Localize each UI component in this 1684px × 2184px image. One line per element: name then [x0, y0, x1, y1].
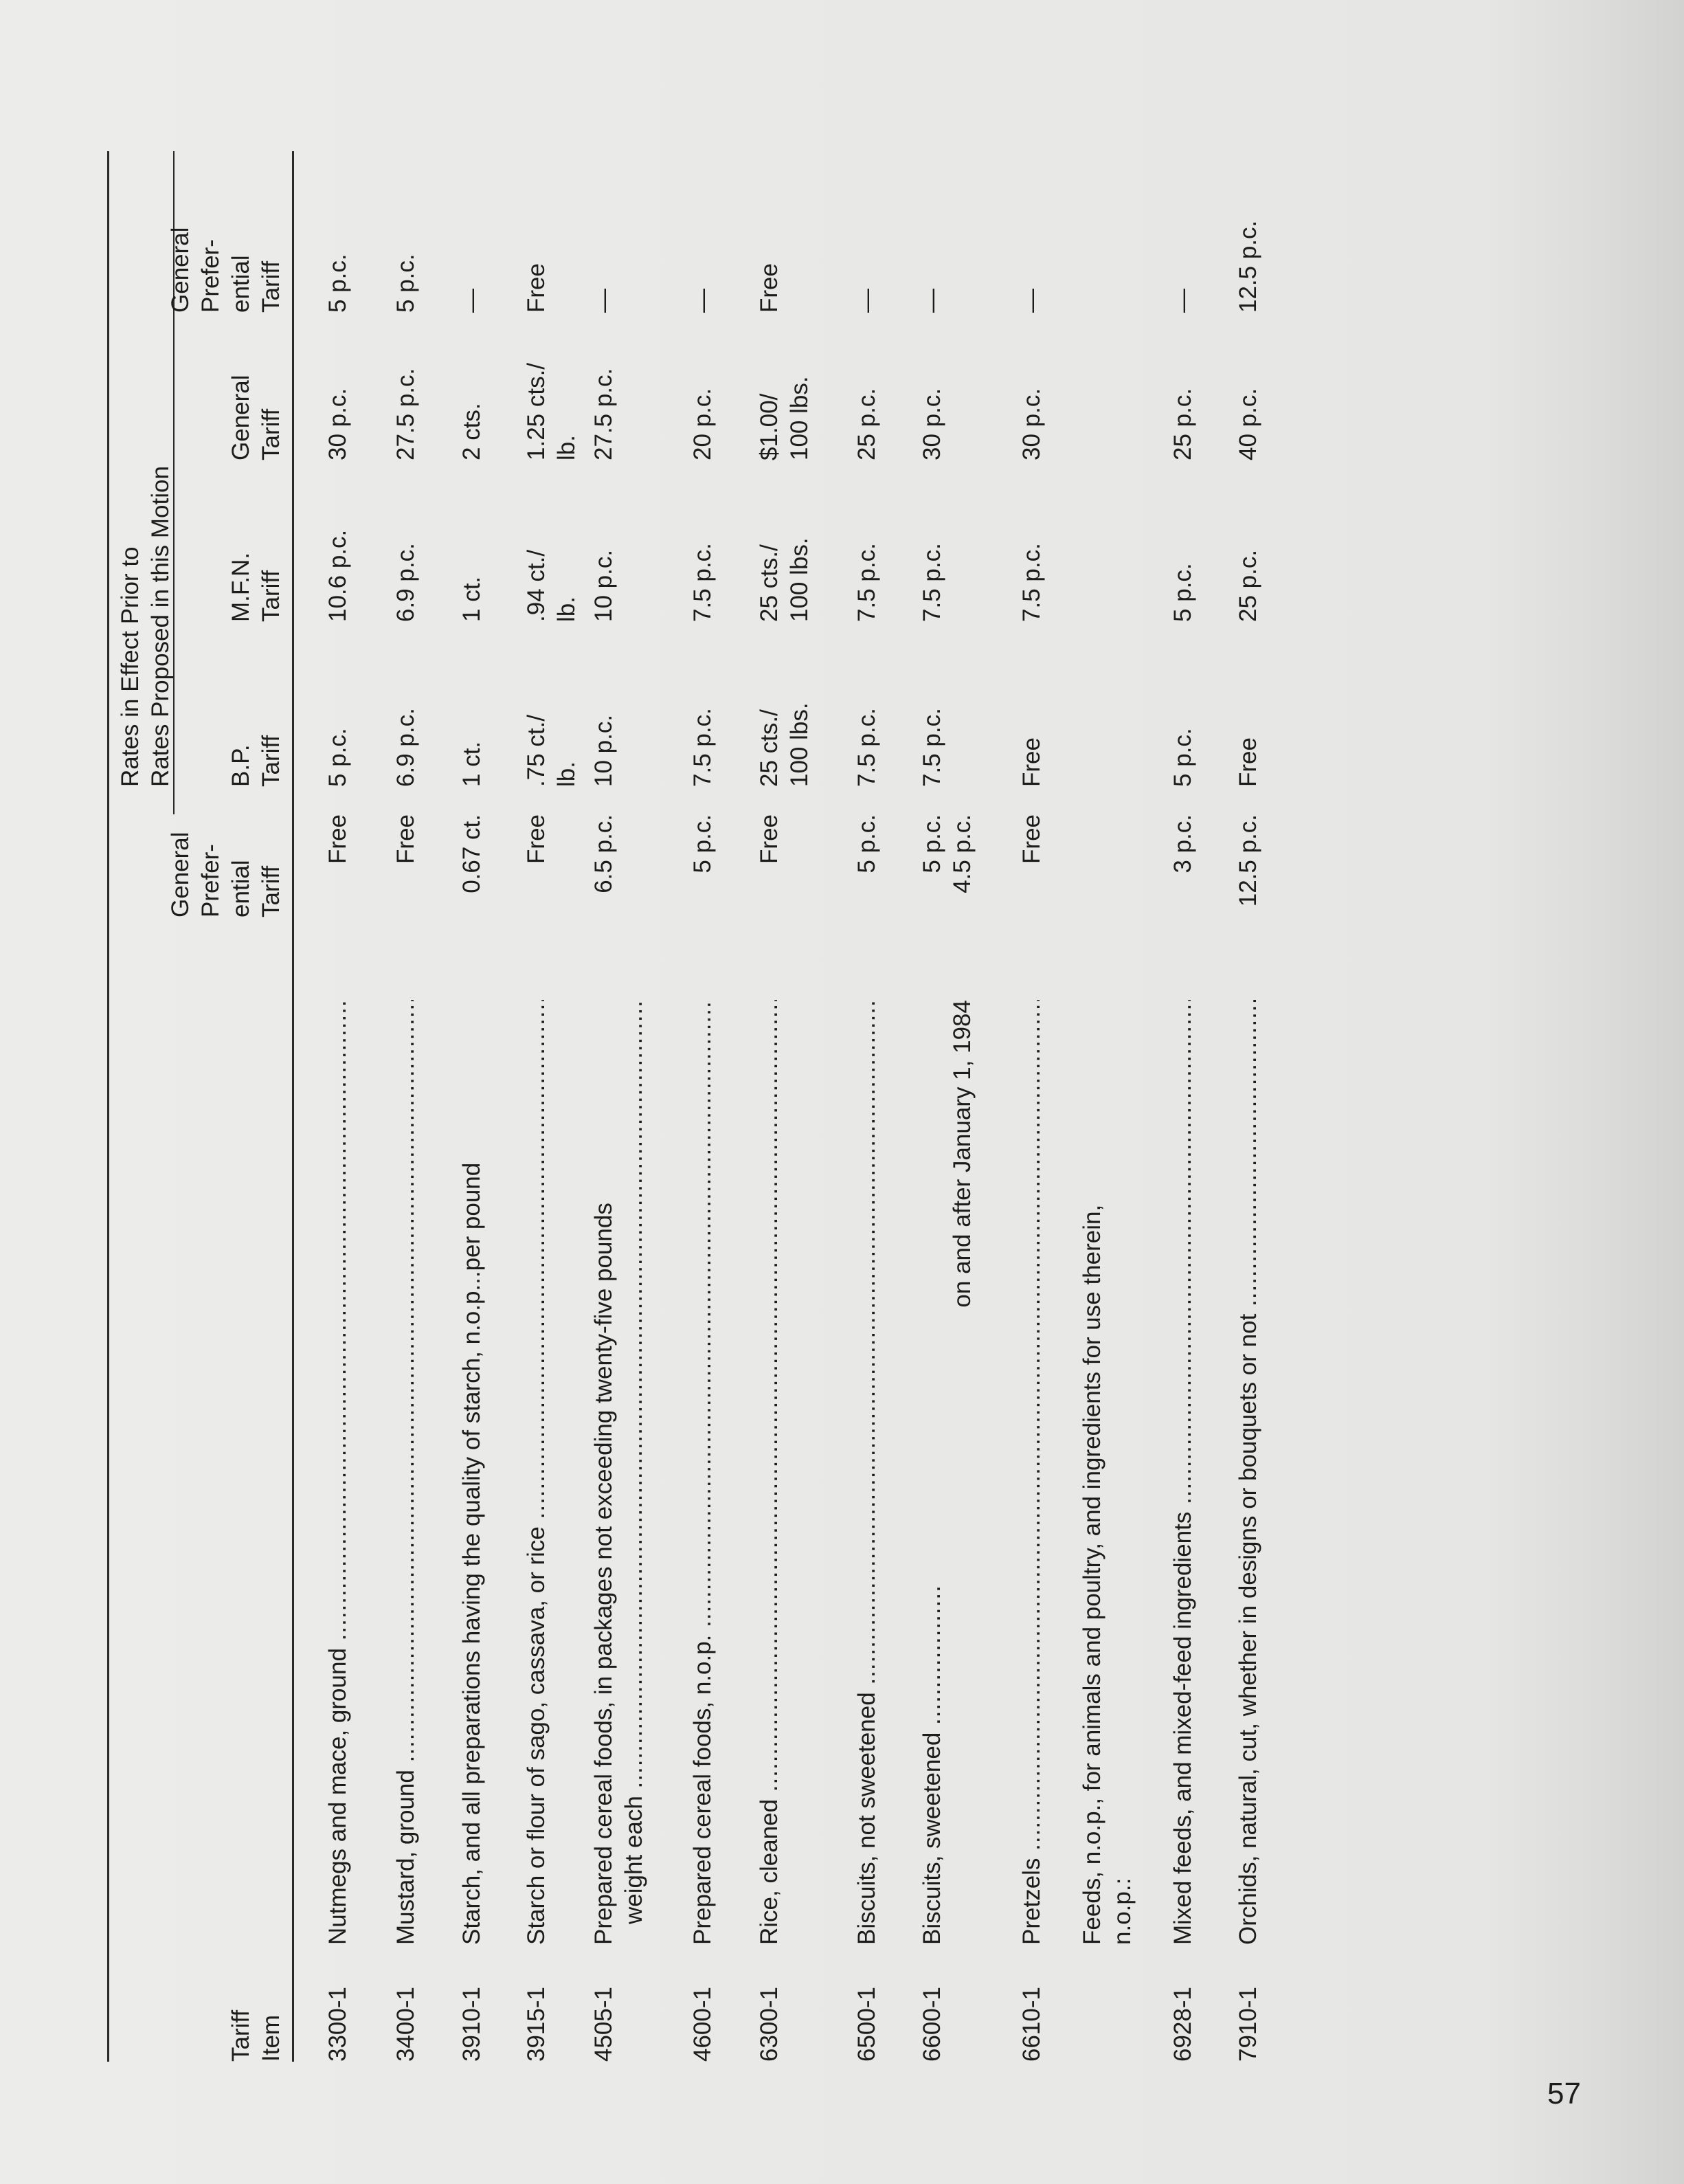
- gpt-proposed-rate: [754, 263, 785, 313]
- general-rate-line: 25 p.c.: [1169, 388, 1196, 460]
- header-bp-line: Tariff: [258, 735, 284, 787]
- gpt-rate: [754, 814, 785, 864]
- header-gpt: [166, 832, 287, 917]
- header-mfn-line: M.F.N.: [227, 552, 254, 622]
- page-number: 57: [1547, 2077, 1581, 2110]
- general-rate: [1017, 388, 1047, 460]
- mfn-rate-line: 25 cts./: [756, 544, 783, 622]
- tariff-item-number: 6928-1: [1169, 1987, 1196, 2062]
- tariff-item-number: 3915-1: [523, 1987, 550, 2062]
- header-gpt-line: ential: [227, 860, 254, 917]
- item-description: Biscuits, not sweetened .....: [852, 1000, 882, 1945]
- general-rate: [917, 388, 947, 460]
- tariff-item-number: 3910-1: [458, 1987, 485, 2062]
- gpt-proposed-rate: [391, 254, 421, 313]
- header-gpt-2: [166, 227, 287, 313]
- tariff-item-number: 3400-1: [392, 1987, 419, 2062]
- header-tariff-item-line: Tariff: [227, 2009, 254, 2062]
- gpt-proposed-rate: [457, 289, 487, 313]
- header-mfn-line: Tariff: [258, 570, 284, 622]
- header-gpt-line: General: [167, 832, 194, 917]
- header-bottom-rule: [292, 151, 294, 2062]
- bp-rate-line: 100 lbs.: [786, 702, 813, 787]
- mfn-rate-line: 5 p.c.: [1169, 563, 1196, 622]
- item-description-effective-date: on and after January 1, 1984: [949, 1000, 976, 1308]
- gpt-proposed-rate-line: —: [1018, 289, 1045, 313]
- tariff-item-number: 6610-1: [1018, 1987, 1045, 2062]
- mfn-rate-line: 10.6 p.c.: [324, 529, 351, 622]
- item-description: Prepared cereal foods, n.o.p. .....: [688, 1000, 718, 1945]
- header-group-line: Rates Proposed in this Motion: [147, 466, 174, 787]
- item-description: Starch, and all preparations having the quality of starch, n.o.p...per pound: [458, 1162, 485, 1945]
- item-description: n.o.p.:: [1109, 1877, 1136, 1945]
- header-gpt-line: Tariff: [258, 865, 284, 917]
- gpt-proposed-rate-line: —: [689, 289, 716, 313]
- gpt-proposed-rate-line: 5 p.c.: [324, 254, 351, 313]
- gpt-rate: [1017, 814, 1047, 864]
- item-description: Feeds, n.o.p., for animals and poultry, and ingredients for use therein,: [1079, 1204, 1105, 1945]
- mfn-rate: [1017, 543, 1047, 622]
- general-rate: [1233, 388, 1264, 460]
- general-rate: [457, 403, 487, 460]
- gpt-proposed-rate: [521, 263, 552, 313]
- mfn-rate-line: 7.5 p.c.: [689, 543, 716, 622]
- gpt-rate-line: 0.67 ct.: [458, 814, 485, 893]
- bp-rate: [754, 702, 815, 787]
- header-gpt-2-line: General: [167, 227, 194, 313]
- gpt-rate: [1233, 814, 1264, 906]
- general-rate: [688, 388, 718, 460]
- item-description: Mixed feeds, and mixed-feed ingredients .....: [1168, 1000, 1198, 1945]
- gpt-proposed-rate: [1233, 221, 1264, 313]
- gpt-proposed-rate-line: —: [853, 289, 880, 313]
- header-gpt-2-line: ential: [227, 255, 254, 313]
- bp-rate-line: .75 ct./: [523, 714, 550, 787]
- item-description: Pretzels .....: [1017, 1000, 1047, 1945]
- header-gpt-line: Prefer-: [197, 844, 224, 917]
- bp-rate: [589, 715, 619, 787]
- general-rate-line: 1.25 cts./: [523, 362, 550, 460]
- bp-rate-line: 7.5 p.c.: [853, 708, 880, 787]
- gpt-rate-line: Free: [523, 814, 550, 864]
- gpt-proposed-rate: [1168, 289, 1198, 313]
- header-gpt-2-line: Prefer-: [197, 239, 224, 313]
- gpt-rate: [688, 814, 718, 873]
- mfn-rate-line: 6.9 p.c.: [392, 543, 419, 622]
- bp-rate-line: 6.9 p.c.: [392, 708, 419, 787]
- mfn-rate: [457, 577, 487, 622]
- mfn-rate-line: 7.5 p.c.: [1018, 543, 1045, 622]
- gpt-rate: [521, 814, 552, 864]
- mfn-rate: [1233, 550, 1264, 622]
- item-description: Prepared cereal foods, in packages not exceeding twenty-five pounds: [590, 1203, 617, 1945]
- header-gpt-2-line: Tariff: [258, 260, 284, 313]
- general-rate: [852, 388, 882, 460]
- gpt-rate-line: 5 p.c.: [919, 814, 945, 873]
- general-rate-line: 30 p.c.: [919, 388, 945, 460]
- general-rate-line: 40 p.c.: [1235, 388, 1261, 460]
- gpt-proposed-rate: [852, 289, 882, 313]
- gpt-proposed-rate-line: 12.5 p.c.: [1235, 220, 1261, 313]
- tariff-item-number: 4505-1: [590, 1987, 617, 2062]
- mfn-rate-line: 7.5 p.c.: [853, 543, 880, 622]
- item-description: Nutmegs and mace, ground .....: [323, 1000, 353, 1945]
- general-rate: [323, 388, 353, 460]
- mfn-rate-line: .94 ct./: [523, 549, 550, 622]
- gpt-rate-line: Free: [1018, 814, 1045, 864]
- bp-rate: [1233, 737, 1264, 787]
- tariff-item-number: 4600-1: [689, 1987, 716, 2062]
- mfn-rate: [688, 543, 718, 622]
- general-rate-line: 30 p.c.: [324, 388, 351, 460]
- item-description: Biscuits, sweetened .....: [917, 1587, 947, 1945]
- bp-rate: [917, 708, 947, 787]
- header-mfn: [226, 553, 287, 622]
- tariff-item-number: 6500-1: [853, 1987, 880, 2062]
- mfn-rate: [589, 550, 619, 622]
- gpt-rate-line: Free: [392, 814, 419, 864]
- tariff-item-number: 6600-1: [919, 1987, 945, 2062]
- gpt-rate: [852, 814, 882, 873]
- item-description: weight each .....: [619, 1000, 649, 1924]
- bp-rate-line: 7.5 p.c.: [919, 708, 945, 787]
- gpt-proposed-rate: [917, 289, 947, 313]
- mfn-rate-line: lb.: [553, 597, 580, 622]
- gpt-proposed-rate-line: Free: [756, 263, 783, 313]
- gpt-rate-line: Free: [324, 814, 351, 864]
- bp-rate: [1168, 728, 1198, 787]
- gpt-proposed-rate-line: Free: [523, 263, 550, 313]
- bp-rate-line: 25 cts./: [756, 709, 783, 787]
- mfn-rate-line: 100 lbs.: [786, 537, 813, 622]
- mfn-rate-line: 7.5 p.c.: [919, 543, 945, 622]
- mfn-rate: [917, 543, 947, 622]
- mfn-rate-line: 1 ct.: [458, 576, 485, 622]
- gpt-rate: [1168, 814, 1198, 873]
- general-rate-line: 30 p.c.: [1018, 388, 1045, 460]
- general-rate: [1168, 388, 1198, 460]
- header-tariff-item: [226, 2010, 287, 2062]
- item-description: Mustard, ground .....: [391, 1000, 421, 1945]
- top-rule: [107, 151, 109, 2062]
- tariff-item-number: 7910-1: [1235, 1987, 1261, 2062]
- gpt-proposed-rate: [688, 289, 718, 313]
- general-rate-line: 25 p.c.: [853, 388, 880, 460]
- bp-rate-line: Free: [1235, 737, 1261, 787]
- tariff-item-number: 6300-1: [756, 1987, 783, 2062]
- mfn-rate: [754, 537, 815, 622]
- gpt-rate-line: 5 p.c.: [689, 814, 716, 873]
- mfn-rate: [852, 543, 882, 622]
- gpt-proposed-rate-line: —: [1169, 289, 1196, 313]
- gpt-proposed-rate-line: 5 p.c.: [392, 254, 419, 313]
- general-rate: [589, 368, 619, 460]
- bp-rate-line: 1 ct.: [458, 741, 485, 787]
- gpt-rate-line: 4.5 p.c.: [949, 814, 976, 893]
- general-rate: [391, 368, 421, 460]
- tariff-item-number: 3300-1: [324, 1987, 351, 2062]
- mfn-rate-line: 10 p.c.: [590, 549, 617, 622]
- bp-rate: [521, 715, 582, 787]
- mfn-rate: [323, 530, 353, 622]
- bp-rate: [323, 728, 353, 787]
- rotated-tariff-table: [96, 151, 1580, 2062]
- header-general-line: General: [227, 375, 254, 460]
- item-description: Rice, cleaned .....: [754, 1000, 785, 1945]
- item-description: Orchids, natural, cut, whether in designs or bouquets or not .....: [1233, 1000, 1264, 1945]
- bp-rate: [852, 708, 882, 787]
- header-bp-line: B.P.: [227, 744, 254, 787]
- header-group-line: Rates in Effect Prior to: [117, 546, 144, 787]
- mfn-rate-line: 25 p.c.: [1235, 549, 1261, 622]
- gpt-proposed-rate-line: —: [590, 289, 617, 313]
- bp-rate-line: 7.5 p.c.: [689, 708, 716, 787]
- gpt-rate-line: 12.5 p.c.: [1235, 814, 1261, 907]
- general-rate-line: 100 lbs.: [786, 376, 813, 460]
- gpt-proposed-rate: [589, 289, 619, 313]
- gpt-rate: [391, 814, 421, 864]
- gpt-proposed-rate-line: —: [458, 289, 485, 313]
- mfn-rate: [391, 543, 421, 622]
- general-rate-line: 27.5 p.c.: [590, 368, 617, 460]
- gpt-rate: [457, 814, 487, 893]
- gpt-rate: [589, 814, 619, 893]
- general-rate: [521, 363, 582, 460]
- gpt-rate-line: 3 p.c.: [1169, 814, 1196, 873]
- header-general: [226, 375, 287, 460]
- item-description: Starch or flour of sago, cassava, or rice .....: [521, 1000, 552, 1945]
- bp-rate-line: 10 p.c.: [590, 714, 617, 787]
- gpt-proposed-rate: [1017, 289, 1047, 313]
- mfn-rate: [1168, 563, 1198, 622]
- bp-rate: [457, 742, 487, 787]
- bp-rate-line: Free: [1018, 737, 1045, 787]
- gpt-rate: [323, 814, 353, 864]
- bp-rate-line: 5 p.c.: [1169, 728, 1196, 787]
- gpt-rate: [917, 814, 978, 893]
- general-rate-line: 20 p.c.: [689, 388, 716, 460]
- bp-rate-line: 5 p.c.: [324, 728, 351, 787]
- gpt-rate-line: 5 p.c.: [853, 814, 880, 873]
- header-general-line: Tariff: [258, 408, 284, 460]
- gpt-rate-line: 6.5 p.c.: [590, 814, 617, 893]
- header-tariff-item-line: Item: [258, 2014, 284, 2062]
- general-rate-line: lb.: [553, 435, 580, 460]
- general-rate-line: $1.00/: [756, 393, 783, 460]
- bp-rate-line: lb.: [553, 761, 580, 787]
- bp-rate: [1017, 737, 1047, 787]
- header-group: [115, 466, 176, 787]
- header-bp: [226, 735, 287, 787]
- general-rate: [754, 376, 815, 460]
- gpt-rate-line: Free: [756, 814, 783, 864]
- bp-rate: [688, 708, 718, 787]
- mfn-rate: [521, 550, 582, 622]
- gpt-proposed-rate-line: —: [919, 289, 945, 313]
- general-rate-line: 2 cts.: [458, 403, 485, 460]
- general-rate-line: 27.5 p.c.: [392, 368, 419, 460]
- bp-rate: [391, 708, 421, 787]
- gpt-proposed-rate: [323, 254, 353, 313]
